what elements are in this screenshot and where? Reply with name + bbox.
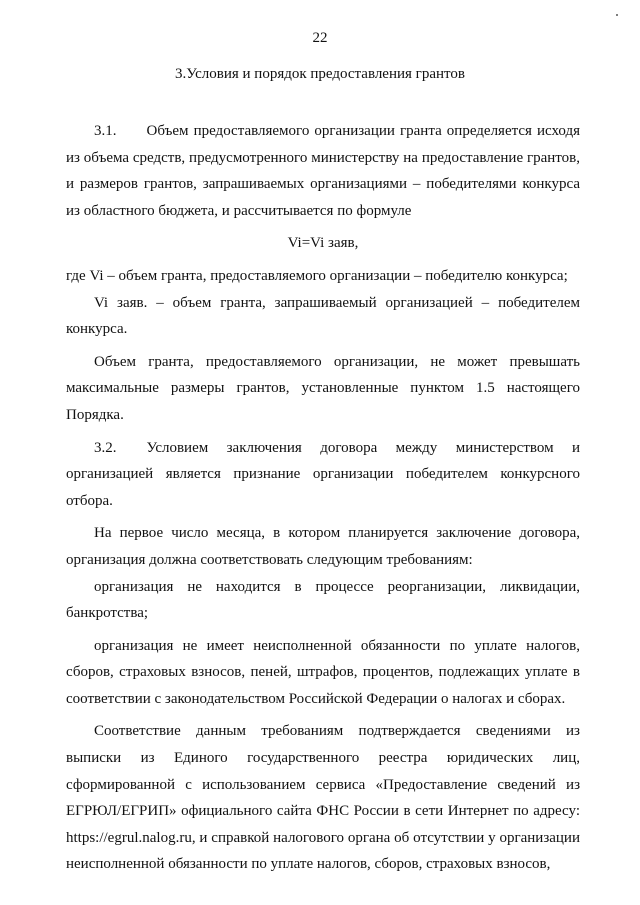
paragraph-3-2: 3.2. Условием заключения договора между министерством и организацией является признание организации победителем конкурсного отбора. (66, 439, 580, 509)
requirement-no-tax-debt: организация не имеет неисполненной обязанности по уплате налогов, сборов, страховых взносов, пеней, штрафов, процентов, подлежащих уплате в соответствии с законодательством Российской Федерации о налогах и сборах. (66, 637, 580, 707)
grant-formula: Vi=Vi заяв, (287, 235, 359, 252)
paragraph-requirements-intro: На первое число месяца, в котором планируется заключение договора, организация должна соответствовать следующим требованиям: (66, 525, 580, 568)
paragraph-confirmation: Соответствие данным требованиям подтверждается сведениями из выписки из Единого государственного реестра юридических лиц, сформированной с использованием сервиса «Предоставление сведений из ЕГРЮЛ/ЕГРИП» официального сайта ФНС России в сети Интернет по адресу: https://egrul.nalog.ru, и справкой налогового органа об отсутствии у организации неисполненной обязанности по уплате налогов, сборов, страховых взносов, (66, 723, 580, 873)
page-number: 22 (312, 30, 328, 46)
document-body (66, 118, 580, 878)
paragraph-grant-limit: Объем гранта, предоставляемого организации, не может превышать максимальные размеры грантов, установленные пунктом 1.5 настоящего Порядка. (66, 353, 580, 423)
formula-definition-vi: где Vi – объем гранта, предоставляемого организации – победителю конкурса; (66, 267, 568, 284)
section-title: 3.Условия и порядок предоставления грантов (175, 66, 465, 82)
requirement-no-reorganization: организация не находится в процессе реорганизации, ликвидации, банкротства; (66, 578, 580, 622)
paragraph-3-1: 3.1. Объем предоставляемого организации гранта определяется исходя из объема средств, предусмотренного министерству на предоставление грантов, и размеров грантов, запрашиваемых организациями – победителями конкурса из областного бюджета, и рассчитывается по формуле (66, 123, 580, 219)
formula-definition-vi-zayav: Vi заяв. – объем гранта, запрашиваемый организацией – победителем конкурса. (66, 294, 580, 338)
scan-speck (616, 14, 618, 16)
